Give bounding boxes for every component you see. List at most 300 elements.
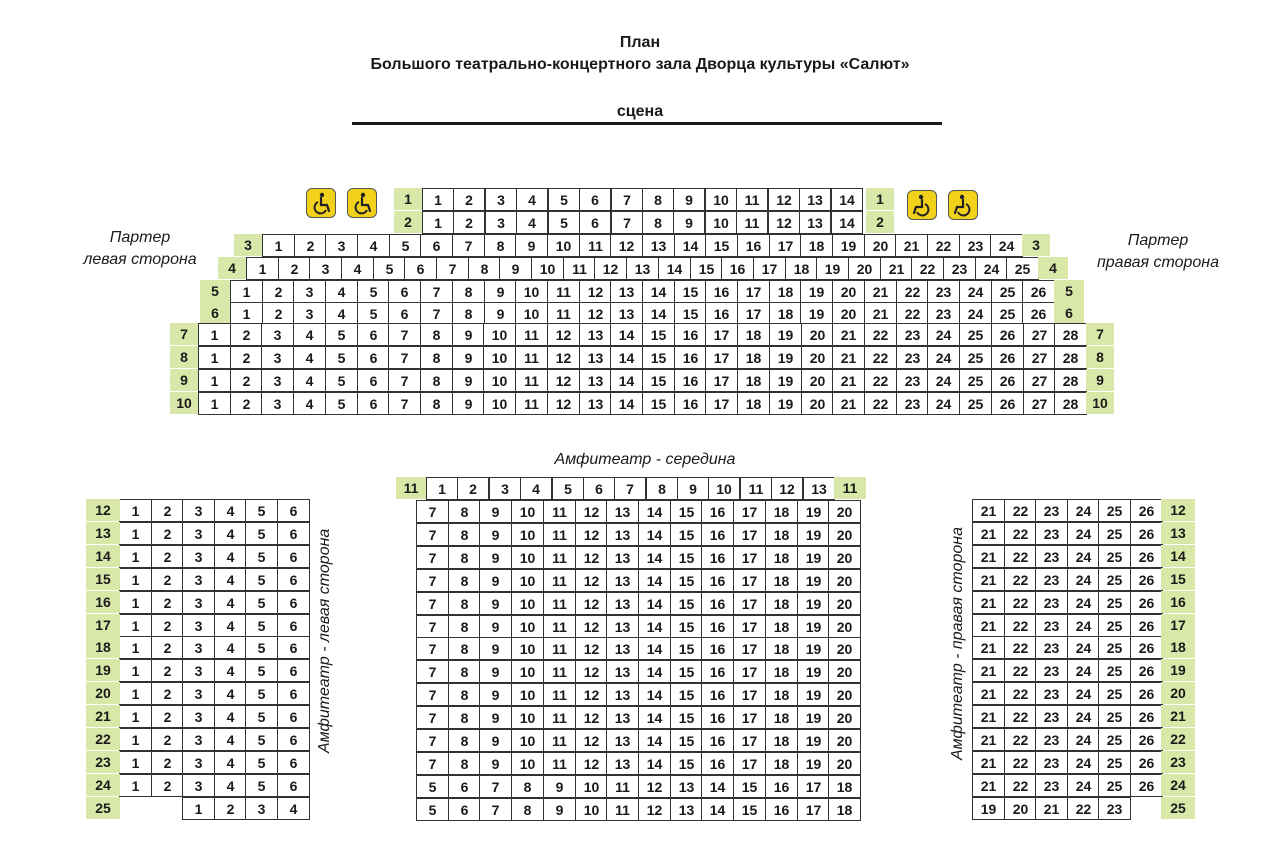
seat[interactable]: 26 (1130, 614, 1163, 637)
seat[interactable]: 17 (705, 369, 738, 392)
seat[interactable]: 1 (198, 323, 231, 346)
seat[interactable]: 6 (277, 591, 310, 614)
seat[interactable]: 14 (638, 500, 671, 523)
seat[interactable]: 19 (832, 234, 865, 257)
seat[interactable]: 15 (670, 500, 703, 523)
seat[interactable]: 18 (737, 346, 770, 369)
seat[interactable]: 22 (1004, 522, 1037, 545)
seat[interactable]: 13 (579, 346, 612, 369)
seat[interactable]: 6 (277, 614, 310, 637)
seat[interactable]: 6 (357, 323, 390, 346)
seat[interactable]: 2 (151, 568, 184, 591)
seat[interactable]: 20 (828, 729, 861, 752)
seat[interactable]: 9 (479, 683, 512, 706)
seat[interactable]: 16 (701, 592, 734, 615)
seat[interactable]: 19 (797, 615, 830, 638)
seat[interactable]: 18 (737, 369, 770, 392)
seat[interactable]: 13 (642, 234, 675, 257)
seat[interactable]: 24 (927, 323, 960, 346)
seat[interactable]: 25 (1006, 257, 1039, 280)
seat[interactable]: 3 (309, 257, 342, 280)
seat[interactable]: 3 (182, 545, 215, 568)
seat[interactable]: 21 (972, 499, 1005, 522)
seat[interactable]: 14 (701, 798, 734, 821)
seat[interactable]: 5 (245, 545, 278, 568)
seat[interactable]: 25 (1098, 591, 1131, 614)
seat[interactable]: 7 (611, 188, 643, 211)
seat[interactable]: 10 (705, 211, 737, 234)
seat[interactable]: 4 (214, 705, 247, 728)
seat[interactable]: 27 (1023, 369, 1056, 392)
seat[interactable]: 14 (638, 683, 671, 706)
seat[interactable]: 5 (416, 798, 449, 821)
seat[interactable]: 21 (832, 346, 865, 369)
seat[interactable]: 20 (828, 523, 861, 546)
seat[interactable]: 7 (420, 280, 453, 303)
seat[interactable]: 16 (701, 615, 734, 638)
seat[interactable]: 9 (515, 234, 548, 257)
seat[interactable]: 6 (583, 477, 615, 500)
seat[interactable]: 14 (610, 392, 643, 415)
seat[interactable]: 7 (416, 523, 449, 546)
seat[interactable]: 22 (1004, 614, 1037, 637)
seat[interactable]: 16 (701, 637, 734, 660)
seat[interactable]: 12 (768, 188, 800, 211)
seat[interactable]: 7 (416, 637, 449, 660)
seat[interactable]: 10 (511, 615, 544, 638)
seat[interactable]: 8 (468, 257, 501, 280)
seat[interactable]: 23 (927, 280, 960, 303)
seat[interactable]: 15 (733, 775, 766, 798)
seat[interactable]: 15 (670, 546, 703, 569)
seat[interactable]: 14 (831, 211, 863, 234)
seat[interactable]: 1 (230, 302, 263, 325)
seat[interactable]: 12 (575, 500, 608, 523)
seat[interactable]: 1 (198, 346, 231, 369)
seat[interactable]: 8 (646, 477, 678, 500)
seat[interactable]: 8 (448, 615, 481, 638)
seat[interactable]: 3 (182, 568, 215, 591)
seat[interactable]: 21 (972, 751, 1005, 774)
seat[interactable]: 14 (642, 280, 675, 303)
seat[interactable]: 11 (543, 752, 576, 775)
seat[interactable]: 10 (483, 392, 516, 415)
seat[interactable]: 22 (864, 369, 897, 392)
seat[interactable]: 1 (182, 797, 215, 820)
seat[interactable]: 24 (1067, 728, 1100, 751)
seat[interactable]: 25 (1098, 682, 1131, 705)
seat[interactable]: 7 (388, 346, 421, 369)
seat[interactable]: 17 (733, 637, 766, 660)
seat[interactable]: 2 (230, 392, 263, 415)
seat[interactable]: 4 (341, 257, 374, 280)
seat[interactable]: 10 (483, 369, 516, 392)
seat[interactable]: 14 (642, 302, 675, 325)
seat[interactable]: 1 (119, 545, 152, 568)
seat[interactable]: 19 (769, 392, 802, 415)
seat[interactable]: 8 (448, 546, 481, 569)
seat[interactable]: 19 (797, 706, 830, 729)
seat[interactable]: 6 (579, 188, 611, 211)
seat[interactable]: 15 (674, 280, 707, 303)
seat[interactable]: 17 (733, 729, 766, 752)
seat[interactable]: 22 (1004, 499, 1037, 522)
seat[interactable]: 13 (610, 302, 643, 325)
seat[interactable]: 17 (705, 392, 738, 415)
seat[interactable]: 17 (733, 546, 766, 569)
seat[interactable]: 5 (357, 302, 390, 325)
seat[interactable]: 2 (151, 636, 184, 659)
seat[interactable]: 21 (895, 234, 928, 257)
seat[interactable]: 9 (673, 211, 705, 234)
seat[interactable]: 4 (516, 211, 548, 234)
seat[interactable]: 3 (261, 323, 294, 346)
seat[interactable]: 18 (765, 546, 798, 569)
seat[interactable]: 21 (1035, 797, 1068, 820)
seat[interactable]: 12 (594, 257, 627, 280)
seat[interactable]: 23 (1035, 682, 1068, 705)
seat[interactable]: 23 (896, 392, 929, 415)
seat[interactable]: 5 (552, 477, 584, 500)
seat[interactable]: 6 (277, 545, 310, 568)
seat[interactable]: 11 (740, 477, 772, 500)
seat[interactable]: 4 (214, 659, 247, 682)
seat[interactable]: 12 (575, 637, 608, 660)
seat[interactable]: 15 (670, 569, 703, 592)
seat[interactable]: 23 (1035, 545, 1068, 568)
seat[interactable]: 18 (765, 729, 798, 752)
seat[interactable]: 22 (1004, 751, 1037, 774)
seat[interactable]: 26 (991, 323, 1024, 346)
seat[interactable]: 24 (990, 234, 1023, 257)
seat[interactable]: 2 (262, 302, 295, 325)
seat[interactable]: 27 (1023, 346, 1056, 369)
seat[interactable]: 1 (119, 522, 152, 545)
seat[interactable]: 6 (277, 682, 310, 705)
seat[interactable]: 26 (1130, 659, 1163, 682)
seat[interactable]: 22 (864, 392, 897, 415)
seat[interactable]: 6 (277, 499, 310, 522)
seat[interactable]: 16 (674, 369, 707, 392)
seat[interactable]: 16 (765, 775, 798, 798)
seat[interactable]: 21 (832, 323, 865, 346)
seat[interactable]: 19 (797, 500, 830, 523)
seat[interactable]: 22 (1004, 636, 1037, 659)
seat[interactable]: 26 (1130, 568, 1163, 591)
seat[interactable]: 18 (765, 592, 798, 615)
seat[interactable]: 22 (927, 234, 960, 257)
seat[interactable]: 1 (119, 659, 152, 682)
seat[interactable]: 3 (182, 614, 215, 637)
seat[interactable]: 12 (575, 615, 608, 638)
seat[interactable]: 17 (733, 569, 766, 592)
seat[interactable]: 14 (638, 637, 671, 660)
seat[interactable]: 6 (357, 392, 390, 415)
seat[interactable]: 26 (991, 392, 1024, 415)
seat[interactable]: 9 (452, 369, 485, 392)
seat[interactable]: 15 (705, 234, 738, 257)
wheelchair-icon[interactable] (347, 188, 377, 218)
seat[interactable]: 11 (543, 729, 576, 752)
seat[interactable]: 10 (483, 323, 516, 346)
seat[interactable]: 21 (832, 392, 865, 415)
seat[interactable]: 20 (828, 615, 861, 638)
seat[interactable]: 26 (1130, 774, 1163, 797)
seat[interactable]: 9 (479, 523, 512, 546)
seat[interactable]: 12 (579, 280, 612, 303)
seat[interactable]: 24 (927, 369, 960, 392)
seat[interactable]: 14 (610, 323, 643, 346)
seat[interactable]: 25 (1098, 659, 1131, 682)
seat[interactable]: 15 (642, 346, 675, 369)
seat[interactable]: 13 (579, 323, 612, 346)
seat[interactable]: 1 (246, 257, 279, 280)
seat[interactable]: 3 (182, 636, 215, 659)
seat[interactable]: 11 (543, 660, 576, 683)
seat[interactable]: 10 (575, 775, 608, 798)
seat[interactable]: 18 (828, 775, 861, 798)
seat[interactable]: 15 (642, 392, 675, 415)
seat[interactable]: 10 (483, 346, 516, 369)
seat[interactable]: 26 (991, 369, 1024, 392)
seat[interactable]: 6 (388, 302, 421, 325)
seat[interactable]: 2 (151, 728, 184, 751)
seat[interactable]: 18 (765, 615, 798, 638)
seat[interactable]: 17 (753, 257, 786, 280)
seat[interactable]: 10 (511, 660, 544, 683)
seat[interactable]: 2 (151, 499, 184, 522)
seat[interactable]: 23 (943, 257, 976, 280)
seat[interactable]: 5 (325, 392, 358, 415)
seat[interactable]: 3 (325, 234, 358, 257)
seat[interactable]: 16 (721, 257, 754, 280)
seat[interactable]: 11 (543, 500, 576, 523)
seat[interactable]: 6 (420, 234, 453, 257)
seat[interactable]: 6 (277, 636, 310, 659)
seat[interactable]: 8 (448, 706, 481, 729)
seat[interactable]: 23 (1035, 751, 1068, 774)
seat[interactable]: 7 (416, 660, 449, 683)
seat[interactable]: 25 (1098, 499, 1131, 522)
seat[interactable]: 24 (1067, 774, 1100, 797)
seat[interactable]: 12 (547, 369, 580, 392)
seat[interactable]: 13 (799, 211, 831, 234)
seat[interactable]: 24 (1067, 705, 1100, 728)
seat[interactable]: 19 (797, 683, 830, 706)
seat[interactable]: 26 (1130, 591, 1163, 614)
seat[interactable]: 18 (765, 660, 798, 683)
seat[interactable]: 2 (453, 188, 485, 211)
seat[interactable]: 12 (575, 660, 608, 683)
seat[interactable]: 20 (801, 392, 834, 415)
seat[interactable]: 4 (214, 522, 247, 545)
seat[interactable]: 22 (1004, 705, 1037, 728)
seat[interactable]: 10 (511, 637, 544, 660)
seat[interactable]: 14 (638, 752, 671, 775)
seat[interactable]: 10 (511, 706, 544, 729)
seat[interactable]: 13 (579, 392, 612, 415)
seat[interactable]: 1 (198, 392, 231, 415)
seat[interactable]: 17 (733, 683, 766, 706)
seat[interactable]: 1 (119, 728, 152, 751)
seat[interactable]: 21 (972, 568, 1005, 591)
seat[interactable]: 12 (547, 323, 580, 346)
seat[interactable]: 10 (708, 477, 740, 500)
seat[interactable]: 20 (848, 257, 881, 280)
seat[interactable]: 13 (670, 798, 703, 821)
seat[interactable]: 24 (1067, 568, 1100, 591)
seat[interactable]: 8 (448, 683, 481, 706)
seat[interactable]: 10 (511, 500, 544, 523)
seat[interactable]: 1 (119, 774, 152, 797)
seat[interactable]: 23 (1035, 568, 1068, 591)
seat[interactable]: 13 (606, 523, 639, 546)
seat[interactable]: 18 (737, 392, 770, 415)
seat[interactable]: 3 (489, 477, 521, 500)
seat[interactable]: 2 (151, 751, 184, 774)
seat[interactable]: 13 (626, 257, 659, 280)
seat[interactable]: 5 (325, 323, 358, 346)
seat[interactable]: 11 (547, 302, 580, 325)
seat[interactable]: 5 (245, 614, 278, 637)
seat[interactable]: 9 (479, 615, 512, 638)
seat[interactable]: 21 (864, 302, 897, 325)
seat[interactable]: 9 (479, 637, 512, 660)
seat[interactable]: 2 (230, 346, 263, 369)
seat[interactable]: 8 (448, 523, 481, 546)
seat[interactable]: 8 (420, 323, 453, 346)
seat[interactable]: 13 (799, 188, 831, 211)
seat[interactable]: 19 (800, 280, 833, 303)
seat[interactable]: 22 (911, 257, 944, 280)
seat[interactable]: 2 (151, 522, 184, 545)
seat[interactable]: 1 (198, 369, 231, 392)
seat[interactable]: 7 (416, 752, 449, 775)
seat[interactable]: 7 (479, 798, 512, 821)
seat[interactable]: 22 (896, 302, 929, 325)
seat[interactable]: 6 (277, 705, 310, 728)
seat[interactable]: 18 (765, 569, 798, 592)
seat[interactable]: 7 (479, 775, 512, 798)
seat[interactable]: 1 (119, 614, 152, 637)
seat[interactable]: 19 (800, 302, 833, 325)
seat[interactable]: 14 (701, 775, 734, 798)
seat[interactable]: 11 (515, 392, 548, 415)
seat[interactable]: 12 (638, 798, 671, 821)
seat[interactable]: 8 (448, 729, 481, 752)
seat[interactable]: 26 (1130, 682, 1163, 705)
seat[interactable]: 14 (638, 523, 671, 546)
seat[interactable]: 17 (733, 660, 766, 683)
seat[interactable]: 11 (543, 706, 576, 729)
seat[interactable]: 11 (543, 523, 576, 546)
seat[interactable]: 4 (214, 682, 247, 705)
seat[interactable]: 9 (484, 280, 517, 303)
seat[interactable]: 6 (388, 280, 421, 303)
seat[interactable]: 3 (182, 522, 215, 545)
seat[interactable]: 1 (119, 751, 152, 774)
seat[interactable]: 3 (261, 392, 294, 415)
seat[interactable]: 10 (511, 592, 544, 615)
seat[interactable]: 21 (972, 614, 1005, 637)
seat[interactable]: 2 (453, 211, 485, 234)
seat[interactable]: 12 (768, 211, 800, 234)
seat[interactable]: 9 (479, 729, 512, 752)
seat[interactable]: 2 (151, 705, 184, 728)
seat[interactable]: 4 (516, 188, 548, 211)
seat[interactable]: 5 (325, 369, 358, 392)
seat[interactable]: 11 (543, 637, 576, 660)
seat[interactable]: 22 (864, 346, 897, 369)
seat[interactable]: 18 (765, 637, 798, 660)
seat[interactable]: 22 (1004, 591, 1037, 614)
seat[interactable]: 16 (674, 346, 707, 369)
seat[interactable]: 17 (733, 706, 766, 729)
seat[interactable]: 2 (262, 280, 295, 303)
seat[interactable]: 7 (388, 323, 421, 346)
seat[interactable]: 8 (420, 369, 453, 392)
seat[interactable]: 3 (293, 280, 326, 303)
seat[interactable]: 19 (797, 637, 830, 660)
seat[interactable]: 21 (972, 774, 1005, 797)
seat[interactable]: 15 (670, 615, 703, 638)
seat[interactable]: 17 (705, 346, 738, 369)
seat[interactable]: 12 (575, 683, 608, 706)
seat[interactable]: 7 (416, 706, 449, 729)
seat[interactable]: 23 (1035, 774, 1068, 797)
seat[interactable]: 23 (1035, 728, 1068, 751)
seat[interactable]: 22 (1004, 728, 1037, 751)
seat[interactable]: 4 (214, 591, 247, 614)
seat[interactable]: 19 (797, 660, 830, 683)
seat[interactable]: 23 (1035, 705, 1068, 728)
seat[interactable]: 25 (959, 392, 992, 415)
seat[interactable]: 3 (182, 774, 215, 797)
seat[interactable]: 6 (448, 775, 481, 798)
seat[interactable]: 7 (614, 477, 646, 500)
seat[interactable]: 3 (485, 188, 517, 211)
seat[interactable]: 18 (765, 706, 798, 729)
seat[interactable]: 6 (357, 346, 390, 369)
seat[interactable]: 11 (547, 280, 580, 303)
seat[interactable]: 2 (151, 591, 184, 614)
seat[interactable]: 3 (182, 705, 215, 728)
seat[interactable]: 25 (991, 280, 1024, 303)
seat[interactable]: 11 (606, 798, 639, 821)
seat[interactable]: 5 (325, 346, 358, 369)
seat[interactable]: 27 (1023, 323, 1056, 346)
seat[interactable]: 6 (277, 522, 310, 545)
seat[interactable]: 24 (975, 257, 1008, 280)
seat[interactable]: 19 (972, 797, 1005, 820)
seat[interactable]: 15 (670, 523, 703, 546)
seat[interactable]: 3 (182, 751, 215, 774)
seat[interactable]: 9 (479, 752, 512, 775)
seat[interactable]: 2 (230, 323, 263, 346)
seat[interactable]: 20 (801, 323, 834, 346)
seat[interactable]: 13 (606, 660, 639, 683)
seat[interactable]: 7 (416, 546, 449, 569)
seat[interactable]: 5 (373, 257, 406, 280)
seat[interactable]: 5 (245, 659, 278, 682)
seat[interactable]: 18 (769, 280, 802, 303)
seat[interactable]: 7 (416, 569, 449, 592)
seat[interactable]: 20 (828, 706, 861, 729)
seat[interactable]: 8 (448, 752, 481, 775)
seat[interactable]: 15 (670, 752, 703, 775)
seat[interactable]: 20 (832, 280, 865, 303)
seat[interactable]: 15 (674, 302, 707, 325)
